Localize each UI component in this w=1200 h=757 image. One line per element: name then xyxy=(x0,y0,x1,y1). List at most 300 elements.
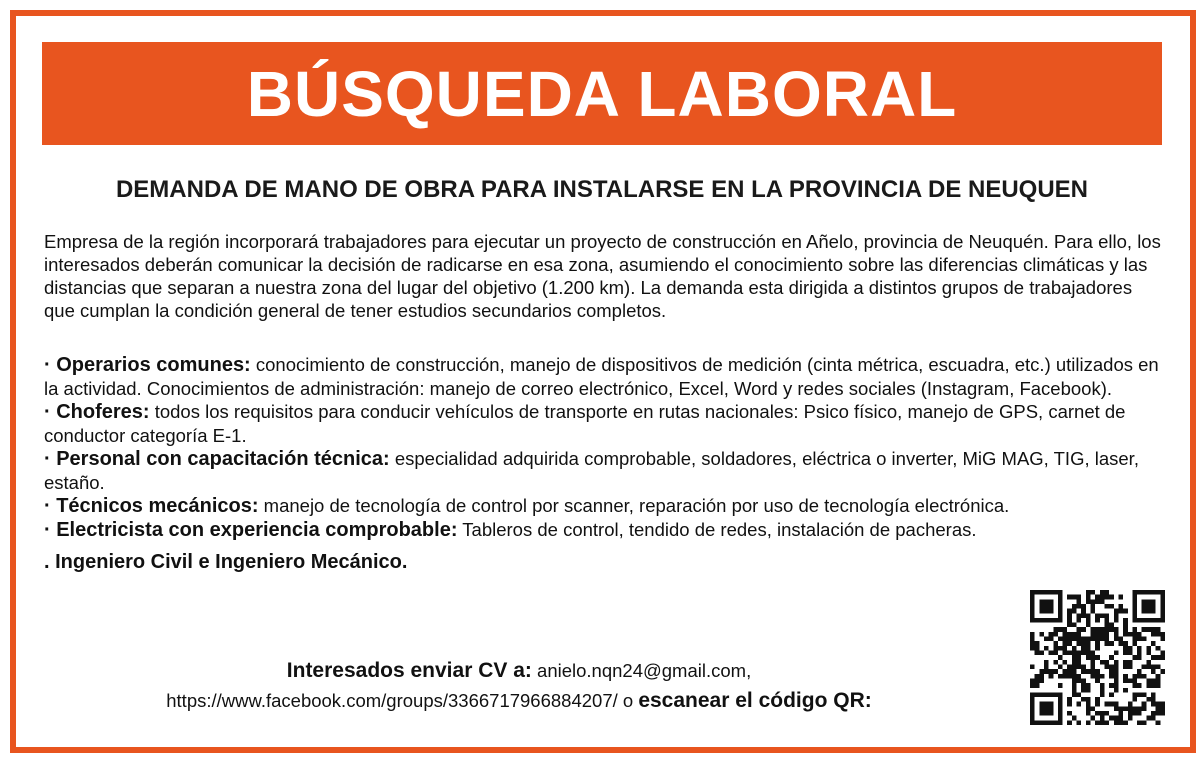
qr-module xyxy=(1049,618,1054,623)
qr-module xyxy=(1049,720,1054,725)
qr-module xyxy=(1095,595,1100,600)
bullet-mark: · xyxy=(44,448,57,470)
qr-module xyxy=(1086,613,1091,618)
qr-module xyxy=(1030,716,1035,721)
qr-module xyxy=(1077,660,1082,665)
qr-module xyxy=(1058,711,1063,716)
qr-module xyxy=(1039,674,1044,679)
qr-module xyxy=(1151,716,1156,721)
qr-module xyxy=(1044,609,1049,614)
qr-module xyxy=(1030,702,1035,707)
qr-module xyxy=(1104,590,1109,595)
item-text: todos los requisitos para conducir vehículos de transporte en rutas nacionales: Psico físico, manejo de GPS, carnet de conductor categoría E-1. xyxy=(44,401,1126,446)
qr-module xyxy=(1128,678,1133,683)
qr-module xyxy=(1095,655,1100,660)
qr-module xyxy=(1137,711,1142,716)
qr-module xyxy=(1086,595,1091,600)
qr-module xyxy=(1053,669,1058,674)
qr-module xyxy=(1104,613,1109,618)
qr-module xyxy=(1146,651,1151,656)
qr-module xyxy=(1146,618,1151,623)
qr-module xyxy=(1146,664,1151,669)
qr-module xyxy=(1053,627,1058,632)
qr-module xyxy=(1160,651,1165,656)
qr-module xyxy=(1118,641,1123,646)
qr-module xyxy=(1044,599,1049,604)
qr-module xyxy=(1151,664,1156,669)
qr-module xyxy=(1030,637,1035,642)
qr-module xyxy=(1086,655,1091,660)
qr-module xyxy=(1072,683,1077,688)
qr-module xyxy=(1077,627,1082,632)
qr-module xyxy=(1072,716,1077,721)
qr-module xyxy=(1137,646,1142,651)
qr-module xyxy=(1156,720,1161,725)
qr-module xyxy=(1077,651,1082,656)
qr-module xyxy=(1123,660,1128,665)
qr-module xyxy=(1132,609,1137,614)
qr-module xyxy=(1123,720,1128,725)
qr-module xyxy=(1114,660,1119,665)
qr-module xyxy=(1091,627,1096,632)
qr-module xyxy=(1109,655,1114,660)
qr-module xyxy=(1160,702,1165,707)
qr-module xyxy=(1081,609,1086,614)
qr-module xyxy=(1128,651,1133,656)
qr-module xyxy=(1142,692,1147,697)
qr-module xyxy=(1067,623,1072,628)
qr-module xyxy=(1091,590,1096,595)
qr-module xyxy=(1081,678,1086,683)
qr-module xyxy=(1091,706,1096,711)
qr-module xyxy=(1039,706,1044,711)
qr-module xyxy=(1123,674,1128,679)
qr-module xyxy=(1067,720,1072,725)
page-title: BÚSQUEDA LABORAL xyxy=(246,57,958,130)
contact-link-line xyxy=(44,689,994,713)
qr-module xyxy=(1123,706,1128,711)
qr-module xyxy=(1077,720,1082,725)
qr-module xyxy=(1104,623,1109,628)
qr-module xyxy=(1030,692,1035,697)
qr-module xyxy=(1058,683,1063,688)
qr-module xyxy=(1086,702,1091,707)
qr-module xyxy=(1077,678,1082,683)
qr-module xyxy=(1137,590,1142,595)
qr-module xyxy=(1114,613,1119,618)
qr-module xyxy=(1030,664,1035,669)
qr-module xyxy=(1063,632,1068,637)
bullet-mark: · xyxy=(44,519,57,541)
qr-module xyxy=(1146,716,1151,721)
qr-module xyxy=(1100,637,1105,642)
qr-module xyxy=(1123,641,1128,646)
qr-module xyxy=(1095,641,1100,646)
qr-module xyxy=(1128,702,1133,707)
qr-module xyxy=(1081,646,1086,651)
qr-module xyxy=(1086,651,1091,656)
qr-module xyxy=(1114,632,1119,637)
qr-module xyxy=(1058,706,1063,711)
qr-module xyxy=(1132,604,1137,609)
qr-module xyxy=(1058,595,1063,600)
qr-module xyxy=(1049,637,1054,642)
qr-module xyxy=(1072,632,1077,637)
item-title: Técnicos mecánicos: xyxy=(56,495,259,517)
qr-module xyxy=(1044,692,1049,697)
qr-module xyxy=(1067,632,1072,637)
qr-module xyxy=(1137,674,1142,679)
qr-module xyxy=(1044,664,1049,669)
qr-module xyxy=(1132,632,1137,637)
qr-module xyxy=(1128,660,1133,665)
qr-module xyxy=(1095,632,1100,637)
qr-module xyxy=(1100,595,1105,600)
qr-module xyxy=(1104,641,1109,646)
qr-module xyxy=(1146,609,1151,614)
qr-module xyxy=(1067,711,1072,716)
list-item xyxy=(44,447,1162,494)
qr-module xyxy=(1095,669,1100,674)
qr-module xyxy=(1067,674,1072,679)
item-title: Electricista con experiencia comprobable: xyxy=(56,519,458,541)
qr-module xyxy=(1137,655,1142,660)
qr-module xyxy=(1058,716,1063,721)
qr-module xyxy=(1072,646,1077,651)
qr-module xyxy=(1118,720,1123,725)
qr-module xyxy=(1114,674,1119,679)
qr-module xyxy=(1104,720,1109,725)
qr-module xyxy=(1104,702,1109,707)
qr-module xyxy=(1063,660,1068,665)
qr-module xyxy=(1137,669,1142,674)
qr-module xyxy=(1151,692,1156,697)
qr-module xyxy=(1137,683,1142,688)
qr-module xyxy=(1081,604,1086,609)
qr-module xyxy=(1067,609,1072,614)
qr-module xyxy=(1128,716,1133,721)
qr-module xyxy=(1035,692,1040,697)
qr-module xyxy=(1160,655,1165,660)
qr-module xyxy=(1151,678,1156,683)
qr-module xyxy=(1072,604,1077,609)
qr-module xyxy=(1151,683,1156,688)
qr-module xyxy=(1072,609,1077,614)
qr-module xyxy=(1114,716,1119,721)
qr-module xyxy=(1156,646,1161,651)
qr-module xyxy=(1156,702,1161,707)
qr-module xyxy=(1132,683,1137,688)
qr-module xyxy=(1067,595,1072,600)
qr-module xyxy=(1030,697,1035,702)
qr-module xyxy=(1118,716,1123,721)
qr-module xyxy=(1118,706,1123,711)
list-item xyxy=(44,400,1162,447)
qr-module xyxy=(1091,655,1096,660)
qr-module xyxy=(1058,618,1063,623)
qr-module xyxy=(1063,627,1068,632)
qr-module xyxy=(1118,604,1123,609)
qr-module xyxy=(1058,720,1063,725)
qr-module xyxy=(1123,609,1128,614)
qr-module xyxy=(1109,604,1114,609)
qr-module xyxy=(1030,646,1035,651)
qr-module xyxy=(1044,604,1049,609)
qr-module xyxy=(1151,609,1156,614)
qr-module xyxy=(1072,655,1077,660)
qr-module xyxy=(1114,720,1119,725)
qr-module xyxy=(1146,683,1151,688)
qr-module xyxy=(1053,651,1058,656)
qr-module xyxy=(1091,604,1096,609)
qr-module xyxy=(1095,627,1100,632)
qr-module xyxy=(1132,595,1137,600)
qr-module xyxy=(1086,683,1091,688)
qr-module xyxy=(1091,599,1096,604)
qr-module xyxy=(1086,720,1091,725)
qr-module xyxy=(1146,697,1151,702)
qr-module xyxy=(1030,706,1035,711)
bullet-mark: · xyxy=(44,495,57,517)
qr-module xyxy=(1095,646,1100,651)
qr-module xyxy=(1039,720,1044,725)
qr-module xyxy=(1053,641,1058,646)
qr-module xyxy=(1146,599,1151,604)
qr-instruction: escanear el código QR: xyxy=(638,689,872,712)
qr-module xyxy=(1058,702,1063,707)
contact-label: Interesados enviar CV a: xyxy=(286,659,532,682)
qr-module xyxy=(1146,604,1151,609)
qr-module xyxy=(1156,618,1161,623)
qr-module xyxy=(1039,609,1044,614)
qr-module xyxy=(1044,702,1049,707)
qr-module xyxy=(1030,711,1035,716)
qr-module xyxy=(1049,651,1054,656)
qr-module xyxy=(1067,669,1072,674)
qr-module xyxy=(1049,604,1054,609)
qr-module xyxy=(1100,674,1105,679)
qr-module xyxy=(1100,711,1105,716)
facebook-link[interactable]: https://www.facebook.com/groups/3366717966884207/ o xyxy=(166,690,639,711)
qr-module xyxy=(1077,599,1082,604)
qr-module xyxy=(1142,618,1147,623)
qr-module xyxy=(1142,664,1147,669)
qr-module xyxy=(1091,669,1096,674)
qr-module xyxy=(1072,674,1077,679)
qr-module xyxy=(1118,609,1123,614)
qr-module xyxy=(1077,692,1082,697)
qr-module xyxy=(1058,664,1063,669)
qr-module xyxy=(1086,641,1091,646)
qr-module xyxy=(1132,678,1137,683)
contact-email[interactable]: anielo.nqn24@gmail.com, xyxy=(531,660,752,681)
qr-module xyxy=(1123,623,1128,628)
qr-module xyxy=(1132,641,1137,646)
qr-module xyxy=(1086,711,1091,716)
qr-module xyxy=(1058,646,1063,651)
qr-module xyxy=(1077,641,1082,646)
qr-module xyxy=(1058,627,1063,632)
qr-module xyxy=(1095,674,1100,679)
qr-module xyxy=(1044,711,1049,716)
qr-module xyxy=(1100,720,1105,725)
qr-module xyxy=(1160,613,1165,618)
qr-module xyxy=(1039,632,1044,637)
item-title: Operarios comunes: xyxy=(56,354,251,376)
qr-module xyxy=(1128,632,1133,637)
qr-module xyxy=(1091,632,1096,637)
qr-module xyxy=(1086,618,1091,623)
qr-module xyxy=(1091,716,1096,721)
qr-module xyxy=(1086,706,1091,711)
qr-module xyxy=(1067,651,1072,656)
qr-module xyxy=(1137,632,1142,637)
qr-module xyxy=(1104,711,1109,716)
qr-module xyxy=(1049,609,1054,614)
qr-module xyxy=(1114,609,1119,614)
qr-module xyxy=(1077,664,1082,669)
qr-module xyxy=(1104,595,1109,600)
qr-module xyxy=(1035,674,1040,679)
qr-module xyxy=(1132,618,1137,623)
qr-module xyxy=(1044,590,1049,595)
qr-module xyxy=(1109,623,1114,628)
qr-module xyxy=(1104,618,1109,623)
qr-module xyxy=(1128,706,1133,711)
qr-module xyxy=(1063,651,1068,656)
qr-module xyxy=(1142,674,1147,679)
qr-module xyxy=(1137,618,1142,623)
qr-module xyxy=(1132,627,1137,632)
qr-module xyxy=(1039,599,1044,604)
qr-module xyxy=(1132,692,1137,697)
qr-module xyxy=(1132,674,1137,679)
qr-module xyxy=(1128,711,1133,716)
qr-module xyxy=(1072,660,1077,665)
qr-module xyxy=(1156,711,1161,716)
qr-module xyxy=(1100,692,1105,697)
item-text: Tableros de control, tendido de redes, instalación de pacheras. xyxy=(457,519,977,540)
qr-module xyxy=(1109,627,1114,632)
qr-module xyxy=(1072,678,1077,683)
qr-module xyxy=(1095,599,1100,604)
qr-module xyxy=(1109,641,1114,646)
qr-module xyxy=(1114,664,1119,669)
qr-module xyxy=(1039,678,1044,683)
intro-paragraph: Empresa de la región incorporará trabajadores para ejecutar un proyecto de construcción en Añelo, provincia de Neuquén. Para ello, los interesados deberán comunicar la decisión de radicarse en esa zona, asumiendo el conocimiento sobre las diferencias climáticas y las distancias que separan a nuestra zona del lugar del objetivo (1.200 km). La demanda esta dirigida a distintos grupos de trabajadores que cumplan la condición general de tener estudios secundarios completos. xyxy=(44,231,1161,321)
qr-module xyxy=(1086,623,1091,628)
qr-module xyxy=(1058,692,1063,697)
qr-module xyxy=(1086,688,1091,693)
qr-module xyxy=(1132,711,1137,716)
qr-module xyxy=(1137,651,1142,656)
qr-module xyxy=(1142,609,1147,614)
qr-module xyxy=(1151,599,1156,604)
qr-module xyxy=(1123,618,1128,623)
qr-module xyxy=(1123,678,1128,683)
qr-module xyxy=(1100,590,1105,595)
qr-module xyxy=(1081,641,1086,646)
qr-module xyxy=(1030,618,1035,623)
qr-module xyxy=(1151,604,1156,609)
qr-module xyxy=(1095,637,1100,642)
list-item xyxy=(44,518,1024,542)
qr-module xyxy=(1063,669,1068,674)
qr-module xyxy=(1058,604,1063,609)
qr-module xyxy=(1077,637,1082,642)
qr-module xyxy=(1091,664,1096,669)
qr-module xyxy=(1142,599,1147,604)
qr-module xyxy=(1044,646,1049,651)
qr-code[interactable] xyxy=(1030,590,1165,725)
qr-module xyxy=(1086,637,1091,642)
qr-module xyxy=(1114,651,1119,656)
qr-module xyxy=(1081,651,1086,656)
qr-module xyxy=(1058,637,1063,642)
qr-module xyxy=(1146,627,1151,632)
qr-module xyxy=(1077,702,1082,707)
qr-module xyxy=(1030,678,1035,683)
qr-module xyxy=(1081,669,1086,674)
qr-module xyxy=(1035,590,1040,595)
qr-module xyxy=(1132,706,1137,711)
qr-module xyxy=(1039,604,1044,609)
qr-module xyxy=(1058,613,1063,618)
qr-module xyxy=(1039,692,1044,697)
qr-module xyxy=(1058,609,1063,614)
qr-module xyxy=(1067,618,1072,623)
qr-module xyxy=(1067,613,1072,618)
qr-module xyxy=(1081,683,1086,688)
qr-module xyxy=(1086,669,1091,674)
qr-module xyxy=(1030,613,1035,618)
qr-module xyxy=(1156,590,1161,595)
qr-module xyxy=(1030,641,1035,646)
qr-module xyxy=(1151,697,1156,702)
qr-module xyxy=(1123,632,1128,637)
qr-module xyxy=(1049,692,1054,697)
qr-module xyxy=(1039,669,1044,674)
qr-module xyxy=(1118,637,1123,642)
qr-module xyxy=(1104,660,1109,665)
qr-module xyxy=(1151,641,1156,646)
qr-module xyxy=(1146,590,1151,595)
qr-module xyxy=(1063,637,1068,642)
qr-module xyxy=(1095,702,1100,707)
qr-module xyxy=(1100,613,1105,618)
qr-module xyxy=(1160,706,1165,711)
qr-module xyxy=(1039,618,1044,623)
qr-module xyxy=(1132,655,1137,660)
qr-module xyxy=(1086,646,1091,651)
qr-module xyxy=(1081,664,1086,669)
qr-module xyxy=(1142,702,1147,707)
qr-module xyxy=(1067,637,1072,642)
qr-module xyxy=(1109,595,1114,600)
qr-module xyxy=(1128,646,1133,651)
qr-module xyxy=(1123,651,1128,656)
qr-module xyxy=(1091,674,1096,679)
qr-module xyxy=(1044,618,1049,623)
qr-module xyxy=(1137,637,1142,642)
qr-module xyxy=(1058,674,1063,679)
qr-module xyxy=(1137,720,1142,725)
qr-module xyxy=(1049,632,1054,637)
qr-module xyxy=(1114,688,1119,693)
item-text: especialidad adquirida comprobable, soldadores, eléctrica o inverter, MiG MAG, TIG, laser, estaño. xyxy=(44,448,1139,493)
list-item xyxy=(44,494,1162,518)
qr-module xyxy=(1091,651,1096,656)
